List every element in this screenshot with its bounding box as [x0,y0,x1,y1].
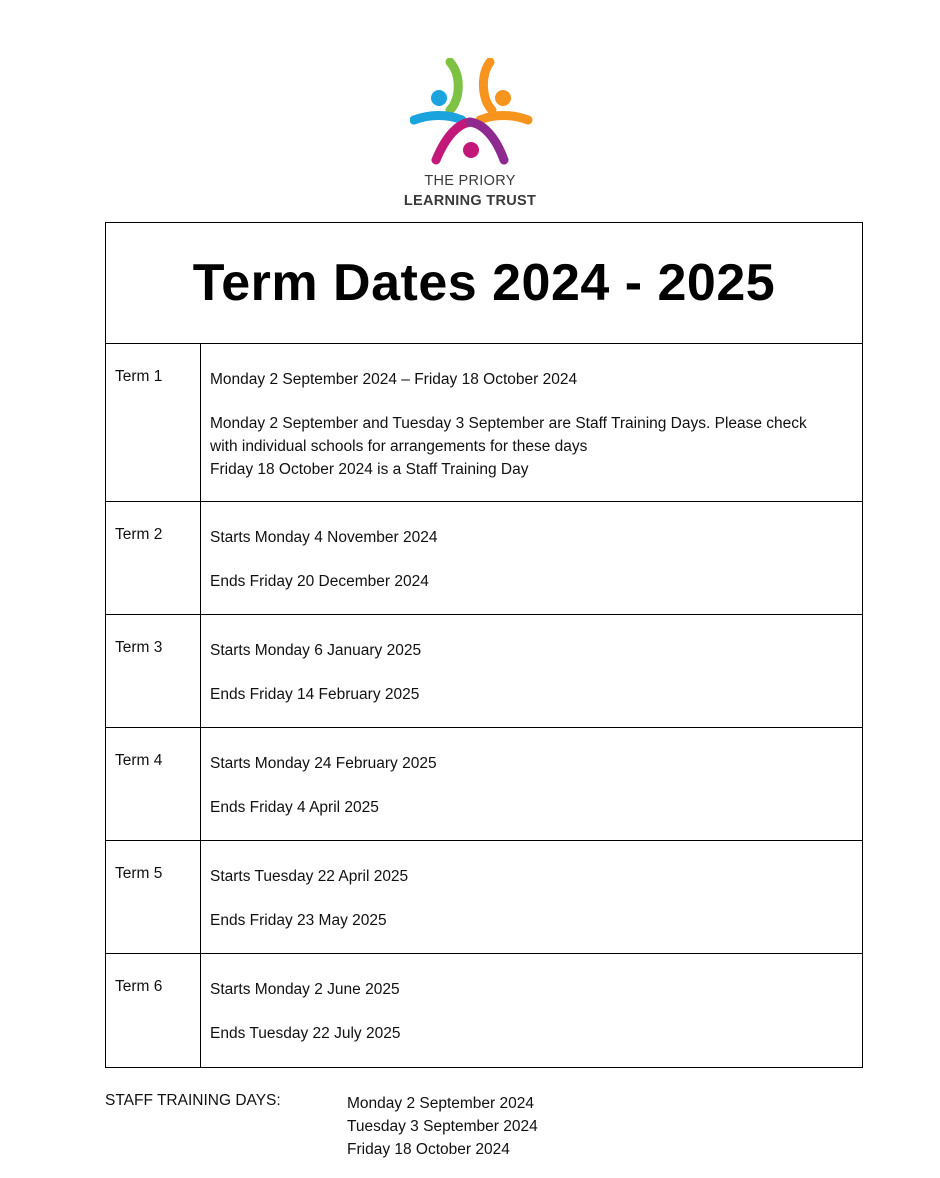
table-row [106,344,862,502]
term-end: Ends Tuesday 22 July 2025 [210,1025,401,1042]
term-info [201,728,862,840]
term-start: Starts Monday 6 January 2025 [210,642,422,659]
term-info [201,954,862,1067]
term-start: Starts Monday 2 June 2025 [210,981,400,998]
title-row [106,223,862,344]
term-note: with individual schools for arrangements for these days [210,438,588,455]
term-label: Term 5 [106,841,201,953]
term-label: Term 6 [106,954,201,1067]
term-info [201,344,862,501]
table-row [106,728,862,841]
term-end: Ends Friday 20 December 2024 [210,573,429,590]
org-name-line2: LEARNING TRUST [403,193,537,209]
term-end: Ends Friday 23 May 2025 [210,912,387,929]
org-name-line1: THE PRIORY [424,173,516,189]
term-label: Term 3 [106,615,201,727]
logo-figures-icon [410,58,534,166]
term-note: Monday 2 September and Tuesday 3 September are Staff Training Days. Please check [210,415,807,432]
term-start: Starts Monday 4 November 2024 [210,529,438,546]
staff-training-date: Monday 2 September 2024 [347,1095,534,1112]
term-end: Ends Friday 4 April 2025 [210,799,379,816]
term-dates-text: Monday 2 September 2024 – Friday 18 October 2024 [210,371,578,388]
term-label: Term 2 [106,502,201,614]
staff-training-dates [347,1092,538,1161]
staff-training-date: Friday 18 October 2024 [347,1141,510,1158]
page-title: Term Dates 2024 - 2025 [192,254,776,312]
term-label: Term 4 [106,728,201,840]
term-info [201,615,862,727]
term-info [201,502,862,614]
term-end: Ends Friday 14 February 2025 [210,686,420,703]
table-row [106,615,862,728]
term-label: Term 1 [106,344,201,501]
term-info [201,841,862,953]
term-note: Friday 18 October 2024 is a Staff Training Day [210,461,529,478]
table-row [106,502,862,615]
table-row [106,841,862,954]
staff-training-date: Tuesday 3 September 2024 [347,1118,538,1135]
term-start: Starts Tuesday 22 April 2025 [210,868,409,885]
term-dates-table [105,222,863,1068]
staff-training-label: STAFF TRAINING DAYS: [105,1092,281,1109]
term-start: Starts Monday 24 February 2025 [210,755,437,772]
table-row [106,954,862,1067]
